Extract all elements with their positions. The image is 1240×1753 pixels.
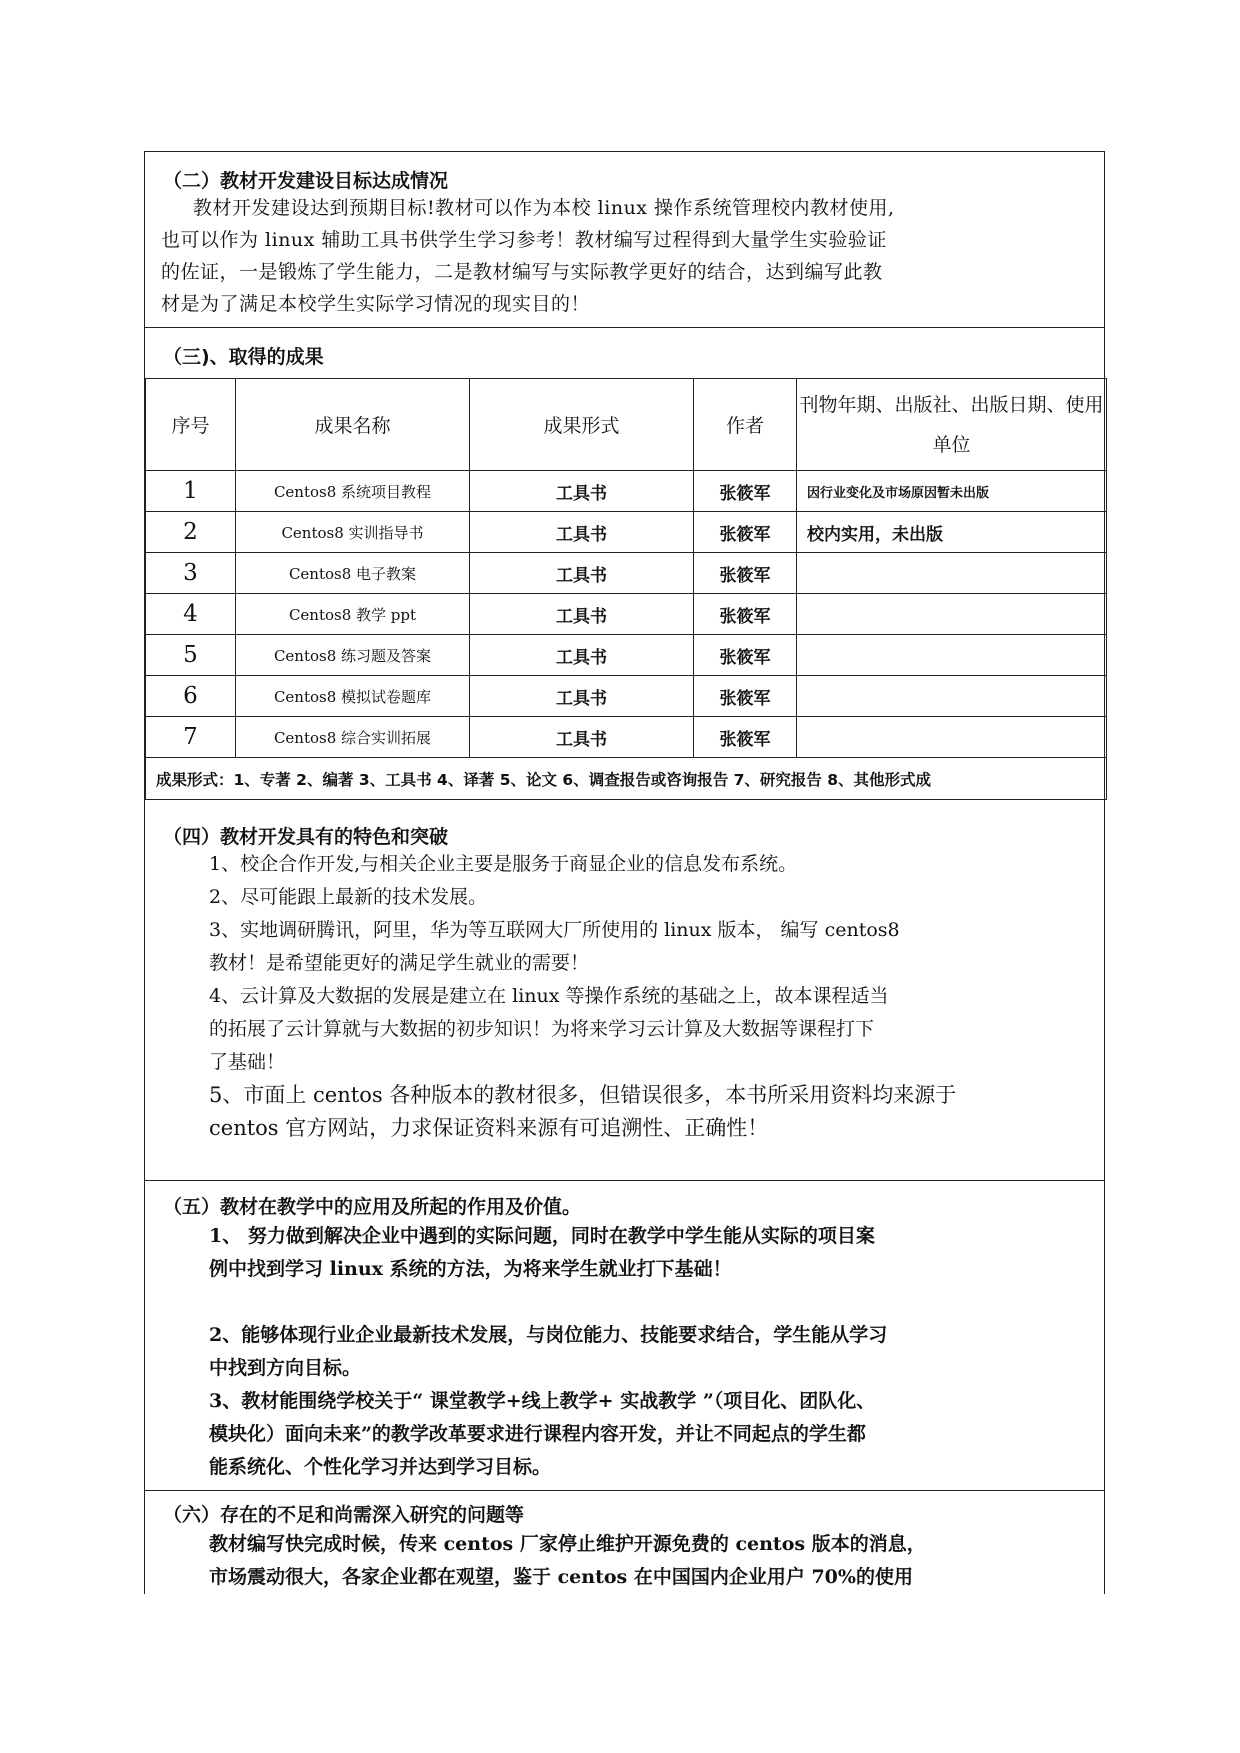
- table-row: [146, 676, 1107, 717]
- section-body: [161, 1220, 1091, 1484]
- cell-seq: 7: [146, 717, 236, 758]
- paragraph-line: 也可以作为 linux 辅助工具书供学生学习参考！教材编写过程得到大量学生实验验证: [161, 229, 887, 251]
- cell-form: 工具书: [470, 717, 694, 758]
- header-form: 成果形式: [470, 379, 694, 471]
- section-body: [161, 848, 1091, 1145]
- section-title-achievements: （三)、取得的成果: [163, 346, 324, 368]
- cell-publication: [797, 676, 1107, 717]
- table-row: [146, 553, 1107, 594]
- cell-name: Centos8 实训指导书: [236, 512, 470, 553]
- cell-name: Centos8 综合实训拓展: [236, 717, 470, 758]
- section-body: [161, 192, 1091, 320]
- cell-publication: [797, 635, 1107, 676]
- cell-name: Centos8 教学 ppt: [236, 594, 470, 635]
- table-row: [146, 717, 1107, 758]
- cell-form: 工具书: [470, 512, 694, 553]
- divider: [145, 1490, 1104, 1491]
- paragraph-line: 教材！是希望能更好的满足学生就业的需要！: [209, 952, 590, 974]
- cell-seq: 4: [146, 594, 236, 635]
- paragraph-line: 1、校企合作开发,与相关企业主要是服务于商显企业的信息发布系统。: [209, 853, 798, 875]
- cell-author: 张筱军: [694, 594, 797, 635]
- cell-author: 张筱军: [694, 676, 797, 717]
- header-publication: 刊物年期、出版社、出版日期、使用单位: [797, 379, 1107, 471]
- cell-form: 工具书: [470, 676, 694, 717]
- table-footnote-row: [146, 758, 1107, 800]
- paragraph-line: 2、能够体现行业企业最新技术发展，与岗位能力、技能要求结合，学生能从学习: [209, 1324, 888, 1346]
- paragraph-line: 教材开发建设达到预期目标!教材可以作为本校 linux 操作系统管理校内教材使用,: [193, 197, 895, 219]
- paragraph-line: 教材编写快完成时候，传来 centos 厂家停止维护开源免费的 centos 版本的消息，: [209, 1533, 926, 1555]
- cell-form: 工具书: [470, 471, 694, 512]
- cell-publication: [797, 717, 1107, 758]
- paragraph-line: 材是为了满足本校学生实际学习情况的现实目的！: [161, 293, 591, 315]
- paragraph-line: 4、云计算及大数据的发展是建立在 linux 等操作系统的基础之上，故本课程适当: [209, 985, 889, 1007]
- footnote-achievement-forms: 成果形式：1、专著 2、编著 3、工具书 4、译著 5、论文 6、调查报告或咨询报告 7、研究报告 8、其他形式成: [146, 758, 1107, 800]
- paragraph-blank: [161, 1286, 1091, 1319]
- cell-author: 张筱军: [694, 635, 797, 676]
- cell-form: 工具书: [470, 594, 694, 635]
- cell-publication: 校内实用，未出版: [797, 512, 1107, 553]
- paragraph-line: 市场震动很大，各家企业都在观望，鉴于 centos 在中国国内企业用户 70%的使用: [209, 1566, 913, 1588]
- divider: [145, 1180, 1104, 1181]
- cell-name: Centos8 电子教案: [236, 553, 470, 594]
- cell-author: 张筱军: [694, 553, 797, 594]
- cell-name: Centos8 模拟试卷题库: [236, 676, 470, 717]
- cell-name: Centos8 练习题及答案: [236, 635, 470, 676]
- paragraph-line: 模块化）面向未来”的教学改革要求进行课程内容开发，并让不同起点的学生都: [209, 1423, 866, 1445]
- section-title: （六）存在的不足和尚需深入研究的问题等: [163, 1504, 525, 1526]
- cell-author: 张筱军: [694, 717, 797, 758]
- paragraph-line: 能系统化、个性化学习并达到学习目标。: [209, 1456, 552, 1478]
- cell-publication: [797, 594, 1107, 635]
- cell-seq: 2: [146, 512, 236, 553]
- cell-form: 工具书: [470, 553, 694, 594]
- section-title: （五）教材在教学中的应用及所起的作用及价值。: [163, 1196, 582, 1218]
- cell-seq: 1: [146, 471, 236, 512]
- section-body: [161, 1528, 1091, 1594]
- paragraph-line: 了基础！: [209, 1051, 286, 1073]
- section-goal-achievement: [145, 152, 1104, 327]
- cell-seq: 5: [146, 635, 236, 676]
- paragraph-line: 例中找到学习 linux 系统的方法，为将来学生就业打下基础！: [209, 1258, 732, 1280]
- cell-form: 工具书: [470, 635, 694, 676]
- paragraph-line: 3、实地调研腾讯，阿里，华为等互联网大厂所使用的 linux 版本， 编写 centos8: [209, 919, 900, 941]
- cell-publication: [797, 553, 1107, 594]
- paragraph-line: 的佐证，一是锻炼了学生能力，二是教材编写与实际教学更好的结合，达到编写此教: [161, 261, 883, 283]
- header-author: 作者: [694, 379, 797, 471]
- table-header-row: [146, 379, 1107, 471]
- paragraph-line: centos 官方网站，力求保证资料来源有可追溯性、正确性！: [209, 1116, 769, 1140]
- report-frame: [144, 151, 1105, 1594]
- paragraph-line: 中找到方向目标。: [209, 1357, 362, 1379]
- cell-author: 张筱军: [694, 512, 797, 553]
- paragraph-line: 3、教材能围绕学校关于“ 课堂教学+线上教学+ 实战教学 ”（项目化、团队化、: [209, 1390, 876, 1412]
- header-seq: 序号: [146, 379, 236, 471]
- paragraph-line: 5、市面上 centos 各种版本的教材很多，但错误很多，本书所采用资料均来源于: [209, 1083, 957, 1107]
- table-row: [146, 635, 1107, 676]
- divider: [145, 327, 1104, 328]
- paragraph-line: 的拓展了云计算就与大数据的初步知识！为将来学习云计算及大数据等课程打下: [209, 1018, 875, 1040]
- section-title: （二）教材开发建设目标达成情况: [163, 170, 449, 192]
- paragraph-line: 1、 努力做到解决企业中遇到的实际问题，同时在教学中学生能从实际的项目案: [209, 1225, 875, 1247]
- cell-seq: 3: [146, 553, 236, 594]
- table-row: [146, 512, 1107, 553]
- section-title: （四）教材开发具有的特色和突破: [163, 826, 449, 848]
- cell-publication: 因行业变化及市场原因暂未出版: [797, 471, 1107, 512]
- paragraph-line: 2、尽可能跟上最新的技术发展。: [209, 886, 488, 908]
- achievements-table: [145, 378, 1107, 800]
- cell-name: Centos8 系统项目教程: [236, 471, 470, 512]
- cell-author: 张筱军: [694, 471, 797, 512]
- table-row: [146, 471, 1107, 512]
- header-name: 成果名称: [236, 379, 470, 471]
- cell-seq: 6: [146, 676, 236, 717]
- table-row: [146, 594, 1107, 635]
